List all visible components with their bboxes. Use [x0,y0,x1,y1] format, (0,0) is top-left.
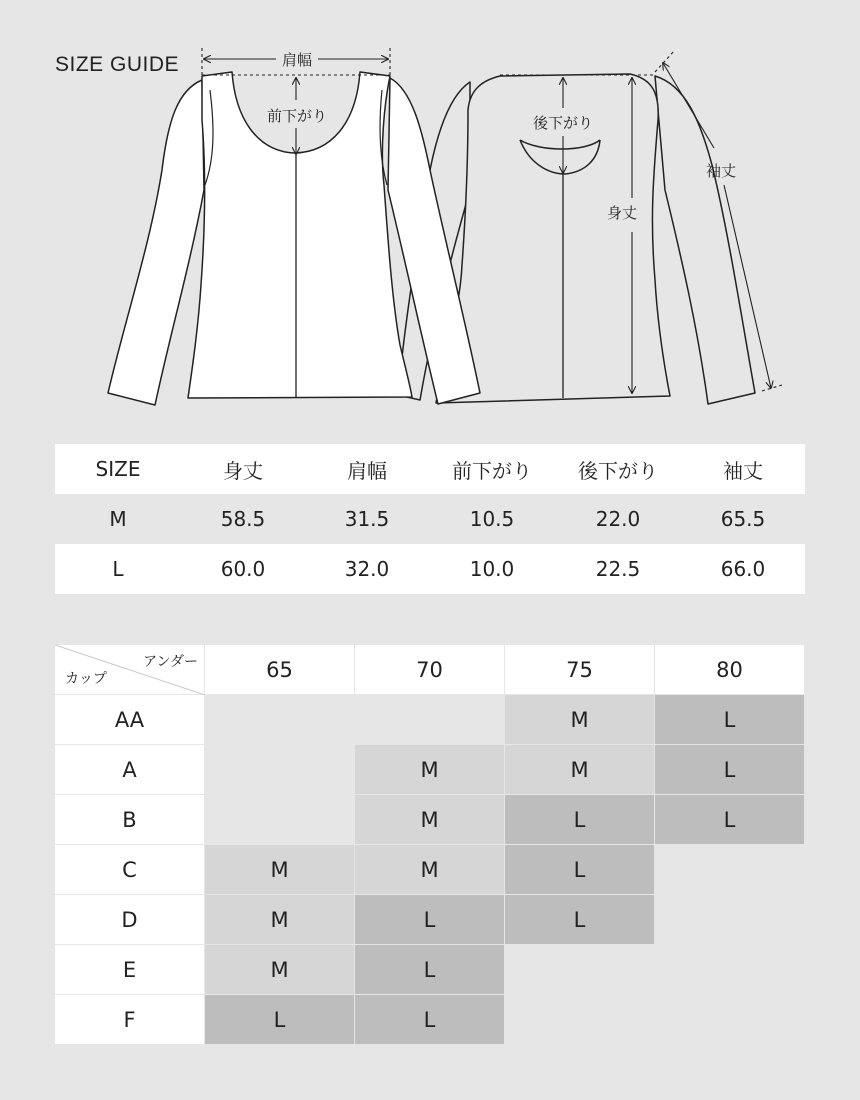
cup-size-cell: L [355,895,505,945]
label-sleeve-length: 袖丈 [705,162,737,180]
cup-label: E [55,945,205,995]
cup-size-cell: M [355,795,505,845]
size-table [55,444,805,594]
size-table-cell: 32.0 [305,544,429,594]
cup-size-cell [655,995,805,1045]
cup-label: B [55,795,205,845]
cup-size-cell [205,745,355,795]
size-table-cell: L [55,544,181,594]
cup-size-cell [655,895,805,945]
corner-cup-label: カップ [65,671,107,687]
cup-size-cell: M [505,695,655,745]
cup-size-cell: L [655,695,805,745]
size-table-header: 袖丈 [681,444,805,494]
under-size-header: 65 [205,645,355,695]
cup-label: F [55,995,205,1045]
size-table-cell: 22.0 [555,494,681,544]
size-table-header: 肩幅 [305,444,429,494]
size-table-cell: 66.0 [681,544,805,594]
cup-size-cell: M [355,745,505,795]
size-table-header: SIZE [55,444,181,494]
cup-label: C [55,845,205,895]
size-table-cell: 58.5 [181,494,305,544]
size-table-cell: 10.5 [429,494,555,544]
label-shoulder: 肩幅 [281,51,313,69]
size-table-row [55,544,805,594]
cup-size-cell: L [355,995,505,1045]
size-table-header: 前下がり [429,444,555,494]
cup-label: AA [55,695,205,745]
under-size-header: 80 [655,645,805,695]
label-back-drop: 後下がり [532,114,594,132]
size-table-cell: 60.0 [181,544,305,594]
cup-size-cell: L [655,745,805,795]
corner-under-label: アンダー [143,654,198,670]
cup-size-cell: L [655,795,805,845]
cup-size-cell: L [505,795,655,845]
cup-size-cell [655,945,805,995]
cup-size-cell: M [205,945,355,995]
cup-size-cell: M [355,845,505,895]
cup-size-cell: L [505,895,655,945]
cup-size-cell [205,795,355,845]
size-table-header: 後下がり [555,444,681,494]
garment-diagram [0,0,860,420]
cup-size-cell: L [355,945,505,995]
cup-size-cell: L [505,845,655,895]
size-table-cell: 10.0 [429,544,555,594]
size-table-row [55,494,805,544]
size-table-cell: 22.5 [555,544,681,594]
cup-size-cell: M [205,845,355,895]
under-size-header: 75 [505,645,655,695]
page-title: SIZE GUIDE [55,53,180,76]
cup-size-cell [505,945,655,995]
size-table-cell: 31.5 [305,494,429,544]
label-body-length: 身丈 [606,204,638,222]
size-table-header: 身丈 [181,444,305,494]
cup-size-cell [355,695,505,745]
size-table-cell: 65.5 [681,494,805,544]
cup-table-corner [55,645,205,695]
cup-label: D [55,895,205,945]
cup-size-table [55,645,805,1045]
cup-label: A [55,745,205,795]
cup-size-cell [205,695,355,745]
cup-size-cell: L [205,995,355,1045]
cup-size-cell: M [505,745,655,795]
cup-size-cell [505,995,655,1045]
cup-size-cell: M [205,895,355,945]
label-front-drop: 前下がり [266,107,328,125]
under-size-header: 70 [355,645,505,695]
size-table-cell: M [55,494,181,544]
cup-size-cell [655,845,805,895]
size-table-header-row [55,444,805,494]
